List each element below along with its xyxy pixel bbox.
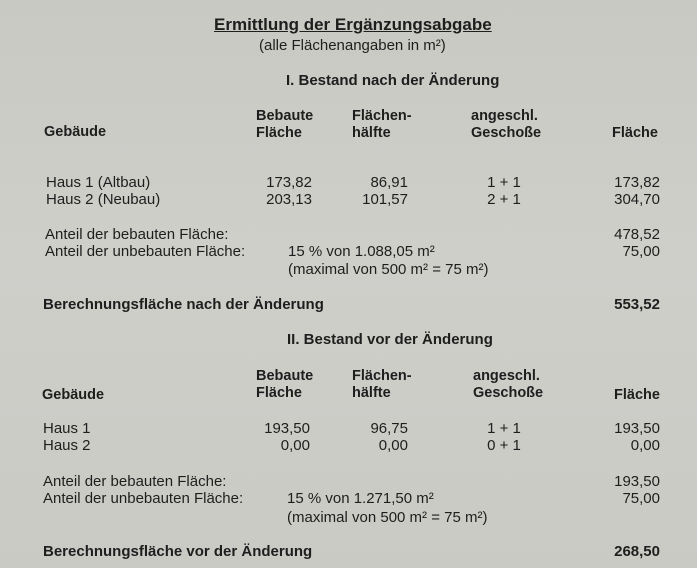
total-value: 553,52 <box>614 296 660 313</box>
total-label: Berechnungsfläche vor der Änderung <box>43 543 313 560</box>
row-flaeche: 193,50 <box>614 420 660 437</box>
row-name: Haus 2 <box>43 437 91 454</box>
row-haelfte: 96,75 <box>370 420 408 437</box>
col-header-geschosse-1: angeschl. <box>471 108 538 124</box>
row-flaeche: 0,00 <box>630 437 660 454</box>
anteil-unbebaut-label: Anteil der unbebauten Fläche: <box>45 243 246 260</box>
document-title: Ermittlung der Ergänzungsabgabe <box>214 15 492 34</box>
col-header-bebaute-1: Bebaute <box>256 368 314 384</box>
row-name: Haus 2 (Neubau) <box>46 191 161 208</box>
col-header-gebaeude: Gebäude <box>42 387 105 403</box>
anteil-unbebaut-calc: 15 % von 1.088,05 m² <box>288 243 435 260</box>
col-header-bebaute-2: Fläche <box>256 125 302 141</box>
anteil-unbebaut-value: 75,00 <box>622 243 660 260</box>
total-label: Berechnungsfläche nach der Änderung <box>43 296 324 313</box>
anteil-unbebaut-value: 75,00 <box>622 490 660 507</box>
anteil-unbebaut-max: (maximal von 500 m² = 75 m²) <box>287 509 488 526</box>
row-haelfte: 86,91 <box>370 174 408 191</box>
section-2-heading: II. Bestand vor der Änderung <box>287 331 493 348</box>
row-bebaute: 173,82 <box>266 174 312 191</box>
row-name: Haus 1 (Altbau) <box>46 174 151 191</box>
row-bebaute: 0,00 <box>280 437 310 454</box>
anteil-unbebaut-max: (maximal von 500 m² = 75 m²) <box>288 261 489 278</box>
row-name: Haus 1 <box>43 420 91 437</box>
col-header-haelfte-2: hälfte <box>352 125 391 141</box>
document-subtitle: (alle Flächenangaben in m²) <box>259 37 446 54</box>
anteil-unbebaut-calc: 15 % von 1.271,50 m² <box>287 490 434 507</box>
col-header-haelfte-1: Flächen- <box>352 108 412 124</box>
col-header-flaeche: Fläche <box>614 387 660 403</box>
anteil-bebaut-value: 478,52 <box>614 226 660 243</box>
anteil-bebaut-label: Anteil der bebauten Fläche: <box>43 473 227 490</box>
row-bebaute: 203,13 <box>266 191 312 208</box>
row-bebaute: 193,50 <box>264 420 310 437</box>
col-header-geschosse-2: Geschoße <box>471 125 542 141</box>
anteil-unbebaut-label: Anteil der unbebauten Fläche: <box>43 490 244 507</box>
col-header-haelfte-1: Flächen- <box>352 368 412 384</box>
row-haelfte: 101,57 <box>362 191 408 208</box>
col-header-geschosse-2: Geschoße <box>473 385 544 401</box>
row-flaeche: 304,70 <box>614 191 660 208</box>
row-geschosse: 2 + 1 <box>487 191 521 208</box>
col-header-flaeche: Fläche <box>612 125 658 141</box>
row-geschosse: 0 + 1 <box>487 437 521 454</box>
anteil-bebaut-label: Anteil der bebauten Fläche: <box>45 226 229 243</box>
row-haelfte: 0,00 <box>378 437 408 454</box>
row-geschosse: 1 + 1 <box>487 420 521 437</box>
col-header-bebaute-1: Bebaute <box>256 108 314 124</box>
col-header-haelfte-2: hälfte <box>352 385 391 401</box>
col-header-geschosse-1: angeschl. <box>473 368 540 384</box>
section-1-heading: I. Bestand nach der Änderung <box>286 72 500 89</box>
row-flaeche: 173,82 <box>614 174 660 191</box>
total-value: 268,50 <box>614 543 660 560</box>
row-geschosse: 1 + 1 <box>487 174 521 191</box>
col-header-bebaute-2: Fläche <box>256 385 302 401</box>
col-header-gebaeude: Gebäude <box>44 124 107 140</box>
anteil-bebaut-value: 193,50 <box>614 473 660 490</box>
